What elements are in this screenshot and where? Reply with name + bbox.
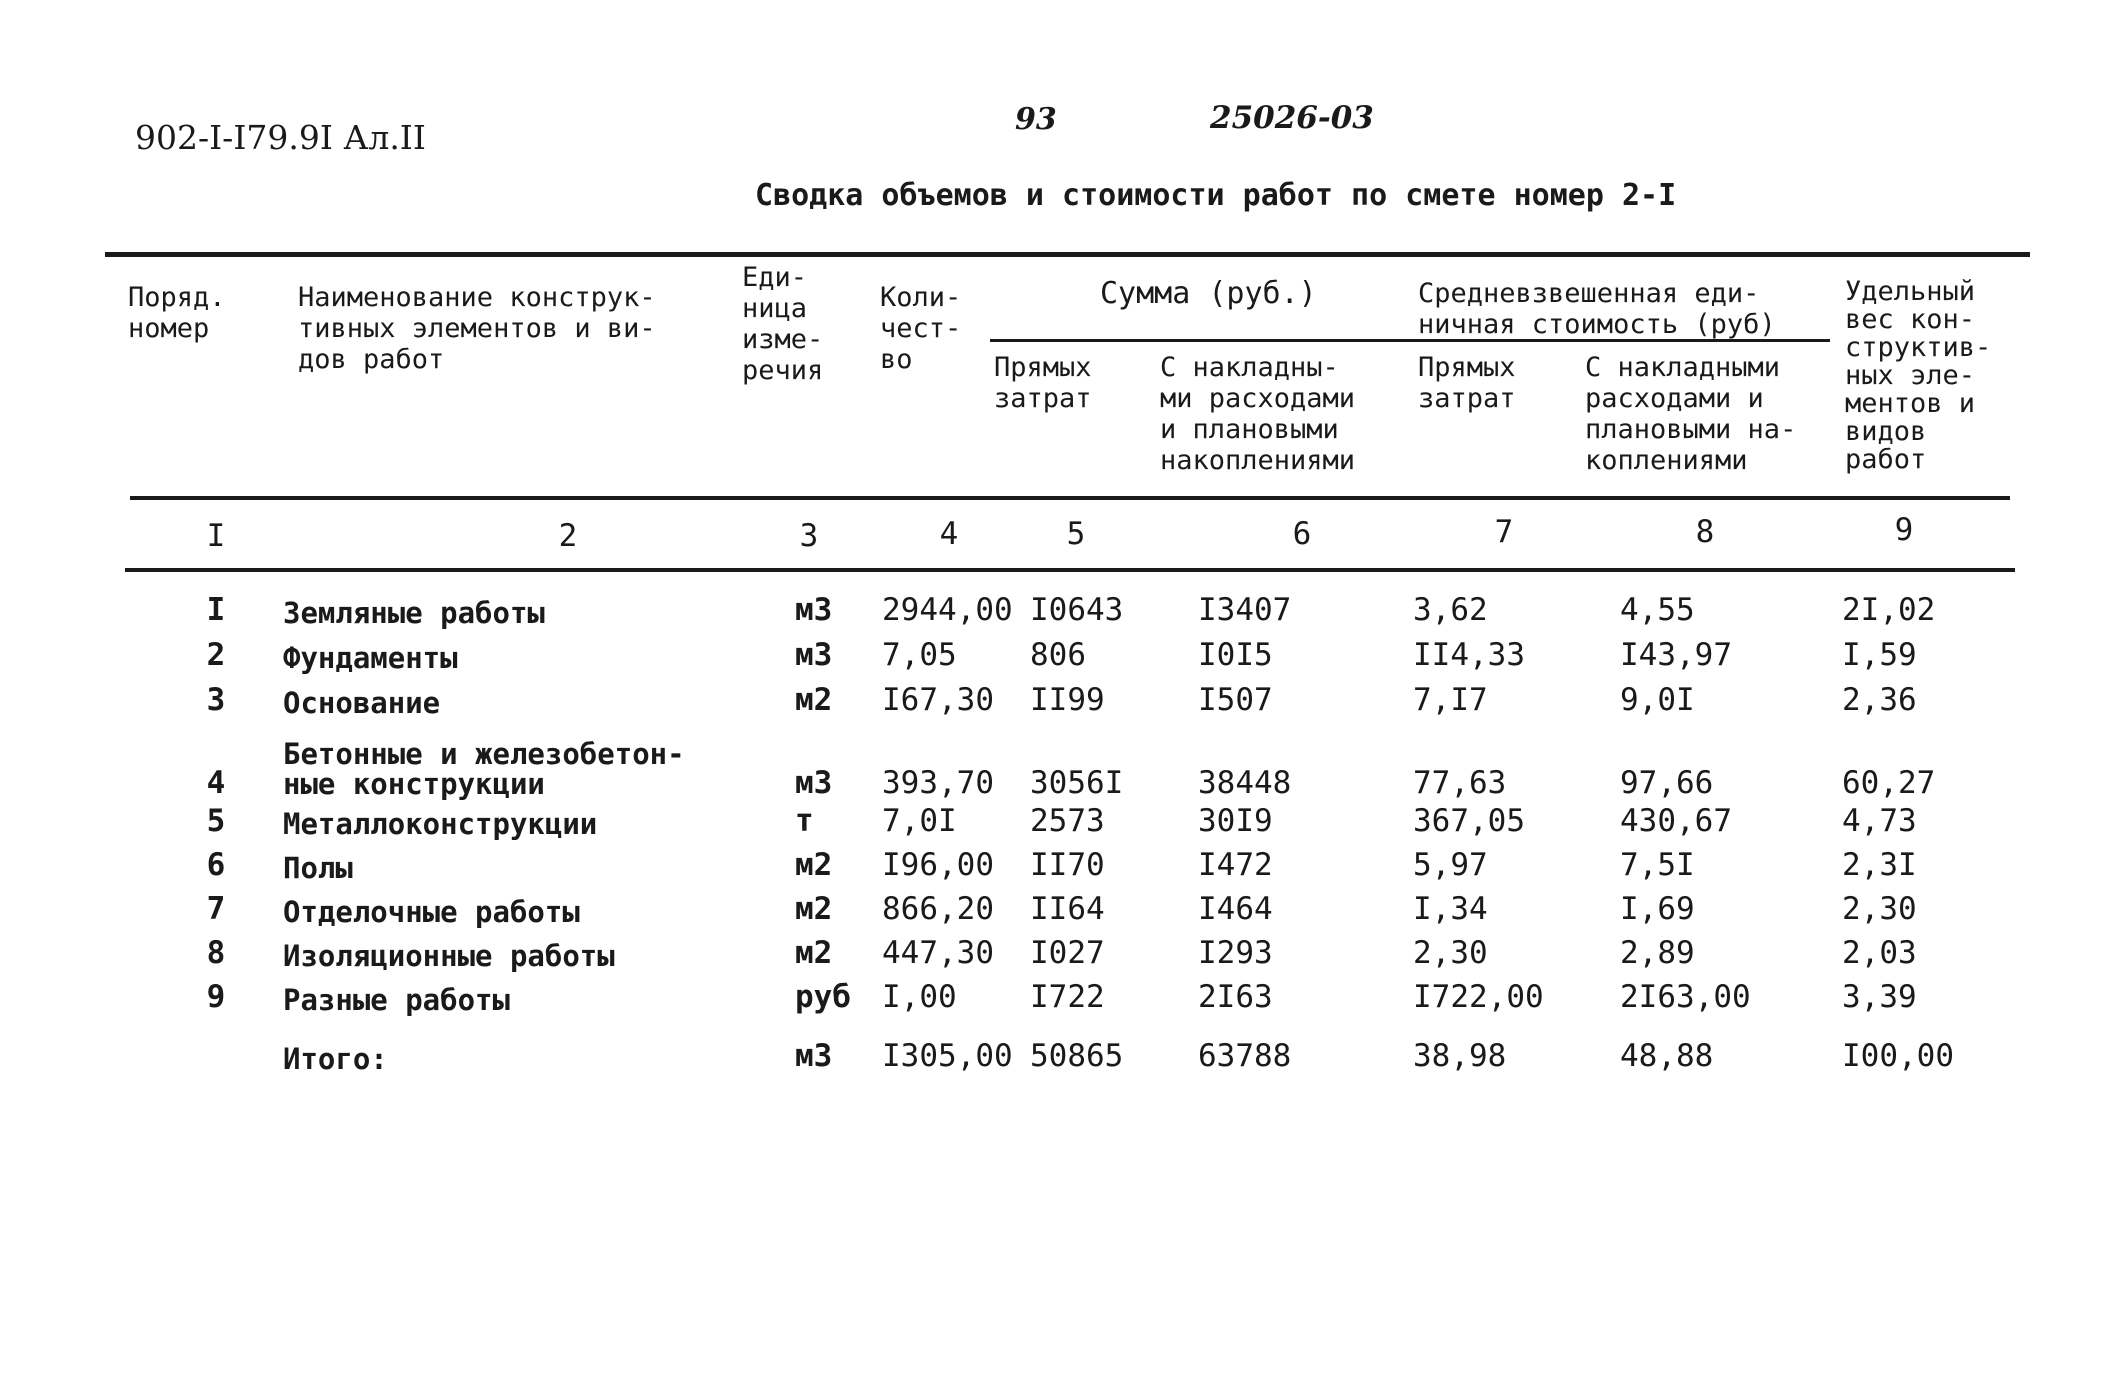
cell-sum-direct: II99 (1030, 682, 1105, 718)
cell-share: 2,3I (1842, 847, 1917, 883)
cell-avg-direct: 367,05 (1413, 803, 1525, 839)
cell-quantity: I96,00 (882, 847, 994, 883)
cell-avg-total: 2,89 (1620, 935, 1695, 971)
row-number: 2 (206, 637, 226, 673)
header-share: Удельный вес кон- структив- ных эле- ментов и видов работ (1845, 276, 1992, 475)
cell-avg-total: 48,88 (1620, 1038, 1714, 1074)
cell-unit: м2 (795, 935, 833, 971)
cell-quantity: 7,0I (882, 803, 957, 839)
cell-sum-total: 38448 (1198, 765, 1292, 801)
cell-sum-total: 2I63 (1198, 979, 1273, 1015)
cell-share: 2,36 (1842, 682, 1917, 718)
cell-element-name: Бетонные и железобетон- ные конструкции (283, 737, 685, 801)
cell-sum-total: I3407 (1198, 592, 1292, 628)
cell-avg-total: 9,0I (1620, 682, 1695, 718)
row-number: 4 (206, 765, 226, 801)
cell-sum-direct: 2573 (1030, 803, 1105, 839)
cell-avg-direct: 3,62 (1413, 592, 1488, 628)
cell-quantity: 7,05 (882, 637, 957, 673)
cell-unit: т (795, 803, 814, 839)
cell-share: 2I,02 (1842, 592, 1936, 628)
cell-quantity: 393,70 (882, 765, 994, 801)
cell-avg-direct: II4,33 (1413, 637, 1525, 673)
column-numbers-rule (125, 568, 2015, 572)
cell-element-name: Земляные работы (283, 596, 545, 630)
cell-sum-direct: 50865 (1030, 1038, 1124, 1074)
row-number: 3 (206, 682, 226, 718)
cell-share: 60,27 (1842, 765, 1936, 801)
sum-group-rule (990, 339, 1425, 342)
cell-element-name: Полы (283, 851, 353, 885)
document-code: 902-I-I79.9I Ал.II (135, 118, 426, 157)
cell-element-name: Изоляционные работы (283, 939, 615, 973)
header-element-name: Наименование конструк- тивных элементов и ви- дов работ (298, 282, 656, 375)
cell-unit: м3 (795, 637, 833, 673)
cell-element-name: Фундаменты (283, 641, 458, 675)
cell-element-name: Итого: (283, 1042, 388, 1076)
cell-element-name: Отделочные работы (283, 895, 580, 929)
cell-quantity: I,00 (882, 979, 957, 1015)
cell-unit: м2 (795, 891, 833, 927)
cell-unit: м3 (795, 592, 833, 628)
row-number: 9 (206, 979, 226, 1015)
column-number: 4 (939, 516, 959, 552)
cell-avg-total: 2I63,00 (1620, 979, 1751, 1015)
cell-element-name: Разные работы (283, 983, 510, 1017)
header-row-number: Поряд. номер (128, 282, 226, 344)
cell-avg-total: 7,5I (1620, 847, 1695, 883)
cell-share: 2,03 (1842, 935, 1917, 971)
cell-avg-total: I43,97 (1620, 637, 1732, 673)
column-number: 3 (799, 518, 819, 554)
cell-avg-total: 97,66 (1620, 765, 1714, 801)
cell-quantity: I67,30 (882, 682, 994, 718)
cell-sum-total: I0I5 (1198, 637, 1273, 673)
column-number: 9 (1894, 512, 1914, 548)
row-number: 6 (206, 847, 226, 883)
header-quantity: Коли- чест- во (880, 282, 962, 375)
cell-quantity: 2944,00 (882, 592, 1013, 628)
column-number: I (206, 518, 226, 554)
cell-avg-direct: 7,I7 (1413, 682, 1488, 718)
cell-sum-total: I507 (1198, 682, 1273, 718)
cell-avg-total: I,69 (1620, 891, 1695, 927)
cell-unit: м2 (795, 847, 833, 883)
cell-sum-direct: I027 (1030, 935, 1105, 971)
header-unit: Еди- ница изме- речия (742, 262, 824, 386)
project-number: 25026-03 (1210, 100, 1374, 136)
cell-avg-direct: I,34 (1413, 891, 1488, 927)
cell-unit: м3 (795, 1038, 833, 1074)
cell-sum-direct: II64 (1030, 891, 1105, 927)
cell-share: 4,73 (1842, 803, 1917, 839)
header-sum-total: С накладны- ми расходами и плановыми накоплениями (1160, 352, 1356, 476)
cell-element-name: Металлоконструкции (283, 807, 598, 841)
cell-avg-direct: 5,97 (1413, 847, 1488, 883)
cell-sum-total: 63788 (1198, 1038, 1292, 1074)
cell-sum-direct: 3056I (1030, 765, 1124, 801)
column-number: 7 (1494, 514, 1514, 550)
column-number: 6 (1292, 516, 1312, 552)
header-sum-direct: Прямых затрат (994, 352, 1092, 414)
column-number: 8 (1695, 514, 1715, 550)
cell-quantity: I305,00 (882, 1038, 1013, 1074)
cell-avg-direct: 77,63 (1413, 765, 1507, 801)
cell-sum-direct: 806 (1030, 637, 1086, 673)
header-sum-group: Сумма (руб.) (1100, 276, 1317, 311)
cell-sum-total: I472 (1198, 847, 1273, 883)
column-number: 2 (558, 518, 578, 554)
row-number: I (206, 592, 226, 628)
cell-sum-total: I293 (1198, 935, 1273, 971)
cell-sum-total: 30I9 (1198, 803, 1273, 839)
row-number: 5 (206, 803, 226, 839)
cell-sum-direct: I0643 (1030, 592, 1124, 628)
cell-share: 3,39 (1842, 979, 1917, 1015)
cell-share: 2,30 (1842, 891, 1917, 927)
table-title: Сводка объемов и стоимости работ по смете номер 2-I (755, 178, 1677, 213)
cell-avg-direct: 2,30 (1413, 935, 1488, 971)
cell-sum-total: I464 (1198, 891, 1273, 927)
cell-share: I,59 (1842, 637, 1917, 673)
cell-avg-total: 4,55 (1620, 592, 1695, 628)
cell-quantity: 866,20 (882, 891, 994, 927)
cell-sum-direct: II70 (1030, 847, 1105, 883)
page-number: 93 (1015, 102, 1057, 137)
cell-element-name: Основание (283, 686, 441, 720)
cell-sum-direct: I722 (1030, 979, 1105, 1015)
column-number: 5 (1066, 516, 1086, 552)
cell-unit: м2 (795, 682, 833, 718)
header-avg-direct: Прямых затрат (1418, 352, 1516, 414)
header-avg-total: С накладными расходами и плановыми на- коплениями (1585, 352, 1797, 476)
cell-share: I00,00 (1842, 1038, 1954, 1074)
cell-unit: м3 (795, 765, 833, 801)
cell-unit: руб (795, 979, 851, 1015)
table-top-rule (105, 252, 2030, 257)
cell-quantity: 447,30 (882, 935, 994, 971)
row-number: 8 (206, 935, 226, 971)
row-number: 7 (206, 891, 226, 927)
header-avg-group: Средневзвешенная еди- ничная стоимость (руб) (1418, 278, 1776, 340)
header-bottom-rule (130, 496, 2010, 500)
cell-avg-total: 430,67 (1620, 803, 1732, 839)
cell-avg-direct: 38,98 (1413, 1038, 1507, 1074)
cell-avg-direct: I722,00 (1413, 979, 1544, 1015)
